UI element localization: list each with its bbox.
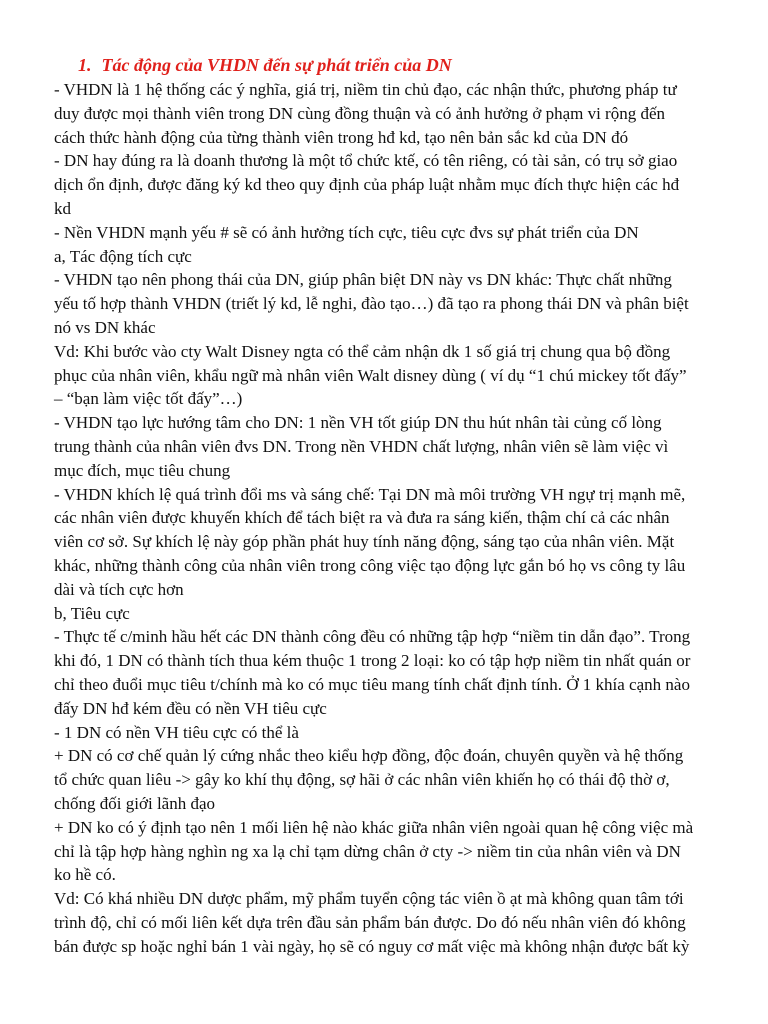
text-line: + DN ko có ý định tạo nên 1 mối liên hệ nào khác giữa nhân viên ngoài quan hệ công việc mà [54,817,694,837]
text-line: đấy DN hđ kém đều có nền VH tiêu cực [54,698,327,718]
text-line: Vd: Có khá nhiều DN dược phẩm, mỹ phẩm tuyển cộng tác viên ồ ạt mà không quan tâm tới [54,889,684,909]
text-line: khi đó, 1 DN có thành tích thua kém thuộc 1 trong 2 loại: ko có tập hợp niềm tin nhất quán or [54,651,691,671]
text-line: yếu tố hợp thành VHDN (triết lý kd, lễ nghi, đào tạo…) đã tạo ra phong thái DN và phân biệt [54,294,689,314]
text-line: cách thức hành động của từng thành viên trong hđ kd, tạo nên bản sắc kd của DN đó [54,127,629,147]
section-heading [78,53,452,77]
text-line: phục của nhân viên, khẩu ngữ mà nhân viên Walt disney dùng ( ví dụ “1 chú mickey tốt đấy” [54,365,687,385]
text-line: dài và tích cực hơn [54,579,184,599]
text-line: - Thực tế c/minh hầu hết các DN thành công đều có những tập hợp “niềm tin dẫn đạo”. Trong [54,627,691,647]
text-line: kd [54,198,71,218]
text-line: dịch ổn định, được đăng ký kd theo quy định của pháp luật nhằm mục đích thực hiện các hđ [54,175,680,195]
text-line: trung thành của nhân viên đvs DN. Trong nền VHDN chất lượng, nhân viên sẽ làm việc vì [54,436,669,456]
text-line: nó vs DN khác [54,317,156,337]
text-line: chống đối giới lãnh đạo [54,793,216,813]
text-line: - Nền VHDN mạnh yếu # sẽ có ảnh hưởng tích cực, tiêu cực đvs sự phát triển của DN [54,222,639,242]
text-line: trình độ, chỉ có mối liên kết dựa trên đầu sản phẩm bán được. Do đó nếu nhân viên đó không [54,912,686,932]
heading-number: 1. [78,55,92,75]
text-line: - VHDN tạo nên phong thái của DN, giúp phân biệt DN này vs DN khác: Thực chất những [54,270,672,290]
text-line: b, Tiêu cực [54,603,130,623]
text-line: - 1 DN có nền VH tiêu cực có thể là [54,722,299,742]
text-line: chỉ theo đuổi mục tiêu t/chính mà ko có mục tiêu mang tính chất định tính. Ở 1 khía cạnh nào [54,674,690,694]
text-line: tổ chức quan liêu -> gây ko khí thụ động, sợ hãi ở các nhân viên khiến họ có thái độ thờ ơ, [54,770,670,790]
text-line: bán được sp hoặc nghỉ bán 1 vài ngày, họ sẽ có nguy cơ mất việc mà không nhận được bất kỳ [54,936,690,956]
text-line: khác, những thành công của nhân viên trong công việc tạo động lực gắn bó họ vs công ty lâu [54,555,686,575]
heading-title: Tác động của VHDN đến sự phát triển của DN [101,55,452,75]
text-line: các nhân viên được khuyến khích để tách biệt ra và đưa ra sáng kiến, thậm chí cả các nhân [54,508,670,528]
text-line: - VHDN là 1 hệ thống các ý nghĩa, giá trị, niềm tin chủ đạo, các nhận thức, phương pháp tư [54,80,677,99]
text-line: - VHDN tạo lực hướng tâm cho DN: 1 nền VH tốt giúp DN thu hút nhân tài củng cố lòng [54,413,662,433]
text-line: chỉ là tập hợp hàng nghìn ng xa lạ chỉ tạm dừng chân ở cty -> niềm tin của nhân viên và DN [54,841,681,861]
text-line: viên cơ sở. Sự khích lệ này góp phần phát huy tính năng động, sáng tạo của nhân viên. Mặt [54,532,675,552]
text-line: - VHDN khích lệ quá trình đổi ms và sáng chế: Tại DN mà môi trường VH ngự trị mạnh mẽ, [54,484,686,504]
text-line: mục đích, mục tiêu chung [54,460,231,480]
text-line: Vd: Khi bước vào cty Walt Disney ngta có thể cảm nhận dk 1 số giá trị chung qua bộ đồng [54,341,671,361]
text-line: + DN có cơ chế quản lý cứng nhắc theo kiểu hợp đồng, độc đoán, chuyên quyền và hệ thống [54,746,684,766]
text-line: duy được mọi thành viên trong DN cùng đồng thuận và có ảnh hưởng ở phạm vi rộng đến [54,103,666,123]
text-line: - DN hay đúng ra là doanh thương là một tổ chức ktế, có tên riêng, có tài sản, có trụ sở giao [54,151,678,171]
text-line: – “bạn làm việc tốt đấy”…) [54,389,243,409]
body-text [54,78,726,958]
text-line: ko hề có. [54,865,116,885]
text-line: a, Tác động tích cực [54,246,192,266]
